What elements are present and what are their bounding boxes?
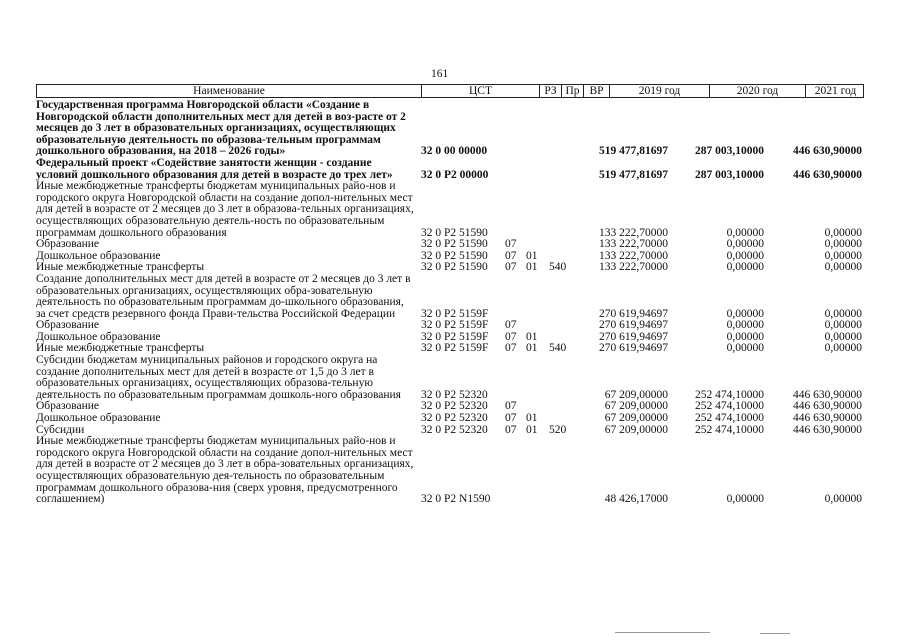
row-name: Иные межбюджетные трансферты [36, 342, 205, 355]
row-2020: 252 474,10000 [695, 423, 764, 436]
row-2021: 0,00000 [824, 342, 862, 355]
scan-artifact [760, 633, 790, 634]
row-2020: 0,00000 [726, 261, 764, 274]
table-row [36, 355, 864, 401]
row-vr: 540 [549, 261, 567, 274]
row-2021: 0,00000 [824, 238, 862, 251]
header-pr: Пр [561, 85, 583, 97]
row-2019: 48 426,17000 [604, 493, 668, 506]
header-2021: 2021 год [805, 85, 865, 97]
row-2021: 0,00000 [824, 307, 862, 320]
header-rz: РЗ [539, 85, 561, 97]
row-rz: 07 [505, 330, 517, 343]
row-pr: 01 [526, 330, 538, 343]
row-name: Иные межбюджетные трансферты бюджетам муниципальных райо-нов и городского округа Новгородской области на создание допол-нительных мест для детей в возрасте от 2 месяцев до 3 лет в образова-тельных организациях, осуществляющих образовательную деятель-ность по образовательным программам дошкольного образования [36, 180, 414, 239]
row-2021: 446 630,90000 [793, 168, 862, 181]
row-name: Образование [36, 238, 100, 251]
table-row [36, 181, 864, 239]
row-name: Образование [36, 400, 100, 413]
row-2019: 67 209,00000 [604, 400, 668, 413]
row-cst: 32 0 P2 5159F [421, 307, 489, 320]
row-rz: 07 [505, 412, 517, 425]
row-2021: 446 630,90000 [793, 412, 862, 425]
row-2019: 67 209,00000 [604, 388, 668, 401]
row-rz: 07 [505, 423, 517, 436]
row-2020: 0,00000 [726, 226, 764, 239]
row-2020: 0,00000 [726, 342, 764, 355]
header-2020: 2020 год [709, 85, 805, 97]
row-2020: 0,00000 [726, 319, 764, 332]
row-name: Федеральный проект «Содействие занятости женщин - создание условий дошкольного образования для детей в возрасте до трех лет» [36, 156, 393, 181]
table-row [36, 274, 864, 320]
row-name: Дошкольное образование [36, 330, 161, 343]
row-name: Дошкольное образование [36, 412, 161, 425]
row-2021: 0,00000 [824, 249, 862, 262]
row-name: Дошкольное образование [36, 249, 161, 262]
row-rz: 07 [505, 400, 517, 413]
row-pr: 01 [526, 423, 538, 436]
row-2020: 252 474,10000 [695, 400, 764, 413]
row-cells [36, 239, 864, 251]
row-2021: 446 630,90000 [793, 145, 862, 158]
row-cst: 32 0 P2 51590 [421, 238, 488, 251]
row-cst: 32 0 P2 52320 [421, 412, 488, 425]
row-2019: 519 477,81697 [599, 145, 668, 158]
row-2019: 133 222,70000 [599, 261, 668, 274]
row-pr: 01 [526, 261, 538, 274]
row-2021: 0,00000 [824, 493, 862, 506]
row-name: Государственная программа Новгородской области «Создание в Новгородской области дополнительных мест для детей в воз-расте от 2 месяцев до 3 лет в образовательных организациях, осуществляющих образовательную деятельность по образова-тельным программам дошкольного образования, на 2018 – 2026 годы» [36, 99, 406, 158]
row-2021: 446 630,90000 [793, 400, 862, 413]
row-vr: 540 [549, 342, 567, 355]
row-cst: 32 0 P2 52320 [421, 423, 488, 436]
row-name: Субсидии бюджетам муниципальных районов и городского округа на создание дополнительных мест для детей в возрасте от 1,5 до 3 лет в образовательных организациях, осуществляющих образова-тельную деятельность по образовательным программам дошколь-ного образования [36, 354, 401, 401]
row-2019: 270 619,94697 [599, 307, 668, 320]
row-cst: 32 0 P2 5159F [421, 330, 489, 343]
row-2020: 287 003,10000 [695, 168, 764, 181]
row-2020: 0,00000 [726, 330, 764, 343]
row-2020: 0,00000 [726, 249, 764, 262]
row-2019: 519 477,81697 [599, 168, 668, 181]
row-2019: 133 222,70000 [599, 249, 668, 262]
row-2019: 67 209,00000 [604, 412, 668, 425]
row-rz: 07 [505, 249, 517, 262]
row-cst: 32 0 P2 51590 [421, 226, 488, 239]
row-pr: 01 [526, 342, 538, 355]
header-cst: ЦСТ [421, 85, 539, 97]
row-2021: 446 630,90000 [793, 388, 862, 401]
row-cst: 32 0 P2 5159F [421, 319, 489, 332]
row-2019: 133 222,70000 [599, 226, 668, 239]
row-cst: 32 0 P2 51590 [421, 261, 488, 274]
row-pr: 01 [526, 249, 538, 262]
row-cells [36, 494, 864, 506]
row-2020: 0,00000 [726, 307, 764, 320]
header-name: Наименование [193, 85, 265, 97]
scan-artifact [615, 632, 710, 633]
table-row [36, 413, 864, 425]
row-name: Образование [36, 319, 100, 332]
table-row [36, 436, 864, 506]
row-2019: 133 222,70000 [599, 238, 668, 251]
row-rz: 07 [505, 238, 517, 251]
row-rz: 07 [505, 261, 517, 274]
row-name: Создание дополнительных мест для детей в возрасте от 2 месяцев до 3 лет в образовательных организациях, осуществляющих обра-зовательную деятельность по образовательным программам до-школьного образования, за счет средств резервного фонда Прави-тельства Российской Федерации [36, 272, 411, 320]
table-body [36, 100, 864, 506]
row-2019: 67 209,00000 [604, 423, 668, 436]
header-2019: 2019 год [609, 85, 709, 97]
row-2021: 0,00000 [824, 319, 862, 332]
row-2020: 0,00000 [726, 238, 764, 251]
row-cst: 32 0 P2 5159F [421, 342, 489, 355]
row-2020: 0,00000 [726, 493, 764, 506]
table-row [36, 239, 864, 251]
row-2020: 252 474,10000 [695, 412, 764, 425]
row-name: Иные межбюджетные трансферты [36, 261, 205, 274]
row-cst: 32 0 00 00000 [421, 145, 488, 158]
row-cells [36, 413, 864, 425]
page-number: 161 [431, 68, 449, 80]
row-2020: 252 474,10000 [695, 388, 764, 401]
row-name: Иные межбюджетные трансферты бюджетам муниципальных райо-нов и городского округа Новгородской области на создание допол-нительных мест для детей в возрасте от 2 месяцев до 3 лет в обра-зовательных организациях, осуществляющих образовательную дея-тельность по образовательным программам дошкольного образова-ния (сверх уровня, предусмотренного соглашением) [36, 435, 414, 506]
table-header [36, 84, 864, 98]
row-2020: 287 003,10000 [695, 145, 764, 158]
table-row [36, 158, 864, 181]
row-cst: 32 0 P2 52320 [421, 400, 488, 413]
row-2021: 0,00000 [824, 226, 862, 239]
row-2021: 446 630,90000 [793, 423, 862, 436]
row-cst: 32 0 P2 51590 [421, 249, 488, 262]
table-row [36, 100, 864, 158]
row-2019: 270 619,94697 [599, 342, 668, 355]
row-cst: 32 0 P2 N1590 [421, 493, 491, 506]
row-rz: 07 [505, 319, 517, 332]
row-cst: 32 0 P2 52320 [421, 388, 488, 401]
row-2019: 270 619,94697 [599, 319, 668, 332]
row-cst: 32 0 P2 00000 [421, 168, 489, 181]
row-2019: 270 619,94697 [599, 330, 668, 343]
row-2021: 0,00000 [824, 261, 862, 274]
row-name: Субсидии [36, 423, 85, 436]
row-rz: 07 [505, 342, 517, 355]
row-vr: 520 [549, 423, 567, 436]
row-2021: 0,00000 [824, 330, 862, 343]
header-vr: ВР [583, 85, 609, 97]
row-pr: 01 [526, 412, 538, 425]
